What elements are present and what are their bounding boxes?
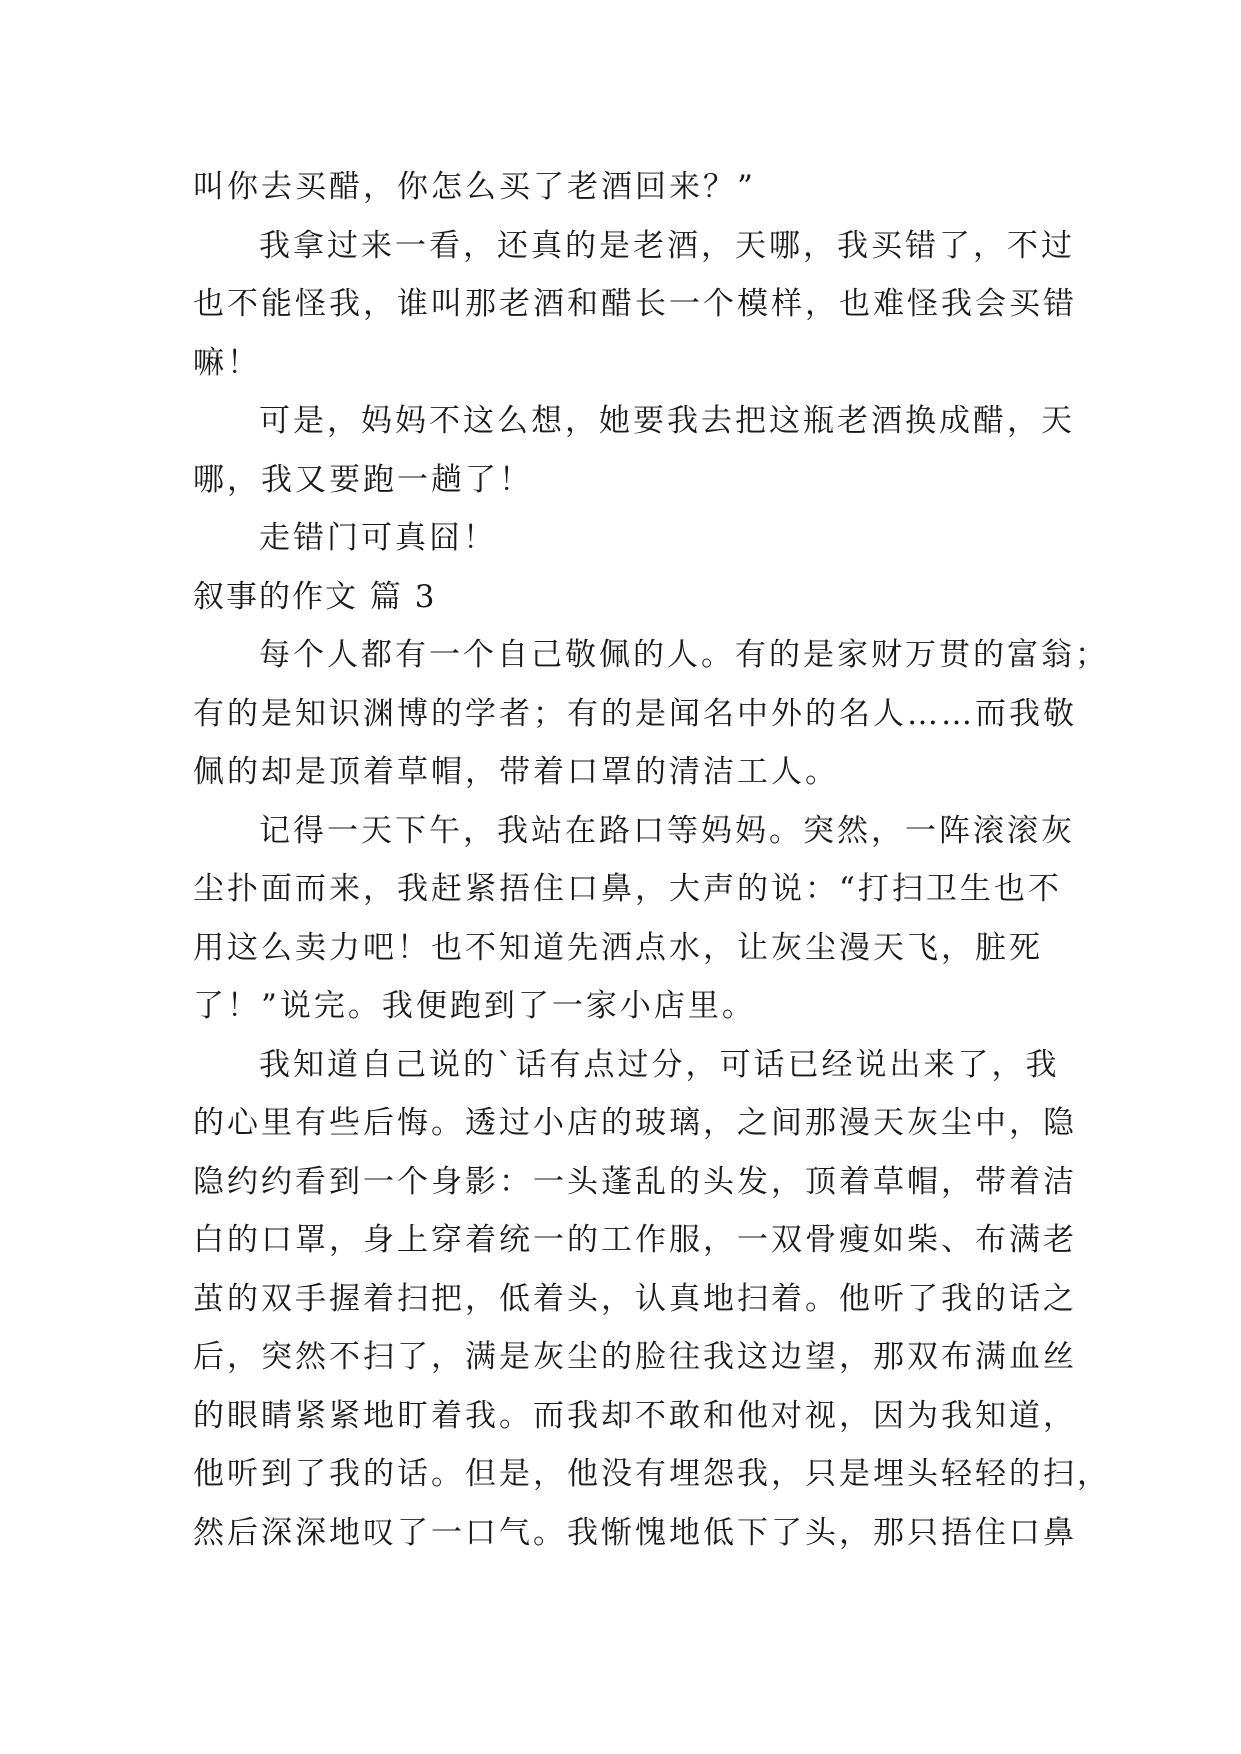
document-body: [193, 158, 1111, 1562]
text-line: 了！”说完。我便跑到了一家小店里。: [193, 988, 756, 1024]
text-line: 也不能怪我，谁叫那老酒和醋长一个模样，也难怪我会买错: [193, 286, 1077, 322]
text-line: 叫你去买醋，你怎么买了老酒回来？”: [193, 169, 756, 205]
text-line: 他听到了我的话。但是，他没有埋怨我，只是埋头轻轻的扫，: [193, 1456, 1111, 1492]
text-line: 白的口罩，身上穿着统一的工作服，一双骨瘦如柴、布满老: [193, 1222, 1077, 1258]
text-line: 每个人都有一个自己敬佩的人。有的是家财万贯的富翁；: [259, 637, 1109, 673]
section-heading: 叙事的作文 篇 3: [193, 578, 437, 615]
text-line: 后，突然不扫了，满是灰尘的脸往我这边望，那双布满血丝: [193, 1339, 1077, 1375]
text-line: 佩的却是顶着草帽，带着口罩的清洁工人。: [193, 754, 839, 790]
text-line: 嘛！: [193, 344, 261, 381]
text-line: 哪，我又要跑一趟了！: [193, 461, 533, 498]
text-line: 用这么卖力吧！也不知道先洒点水，让灰尘漫天飞，脏死: [193, 929, 1043, 966]
text-line: 隐约约看到一个身影：一头蓬乱的头发，顶着草帽，带着洁: [193, 1163, 1077, 1200]
text-line: 走错门可真囧！: [259, 520, 497, 556]
text-line: 然后深深地叹了一口气。我惭愧地低下了头，那只捂住口鼻: [193, 1514, 1077, 1551]
text-line: 尘扑面而来，我赶紧捂住口鼻，大声的说：“打扫卫生也不: [193, 871, 1062, 907]
text-line: 记得一天下午，我站在路口等妈妈。突然，一阵滚滚灰: [259, 812, 1075, 849]
text-line: 我拿过来一看，还真的是老酒，天哪，我买错了，不过: [259, 227, 1075, 264]
text-line: 茧的双手握着扫把，低着头，认真地扫着。他听了我的话之: [193, 1280, 1077, 1317]
text-line: 有的是知识渊博的学者；有的是闻名中外的名人……而我敬: [193, 695, 1077, 732]
text-line: 的眼睛紧紧地盯着我。而我却不敢和他对视，因为我知道，: [193, 1397, 1077, 1434]
text-line: 可是，妈妈不这么想，她要我去把这瓶老酒换成醋，天: [259, 403, 1075, 439]
text-line: 的心里有些后悔。透过小店的玻璃，之间那漫天灰尘中，隐: [193, 1105, 1077, 1141]
text-line: 我知道自己说的`话有点过分，可话已经说出来了，我: [259, 1046, 1060, 1083]
